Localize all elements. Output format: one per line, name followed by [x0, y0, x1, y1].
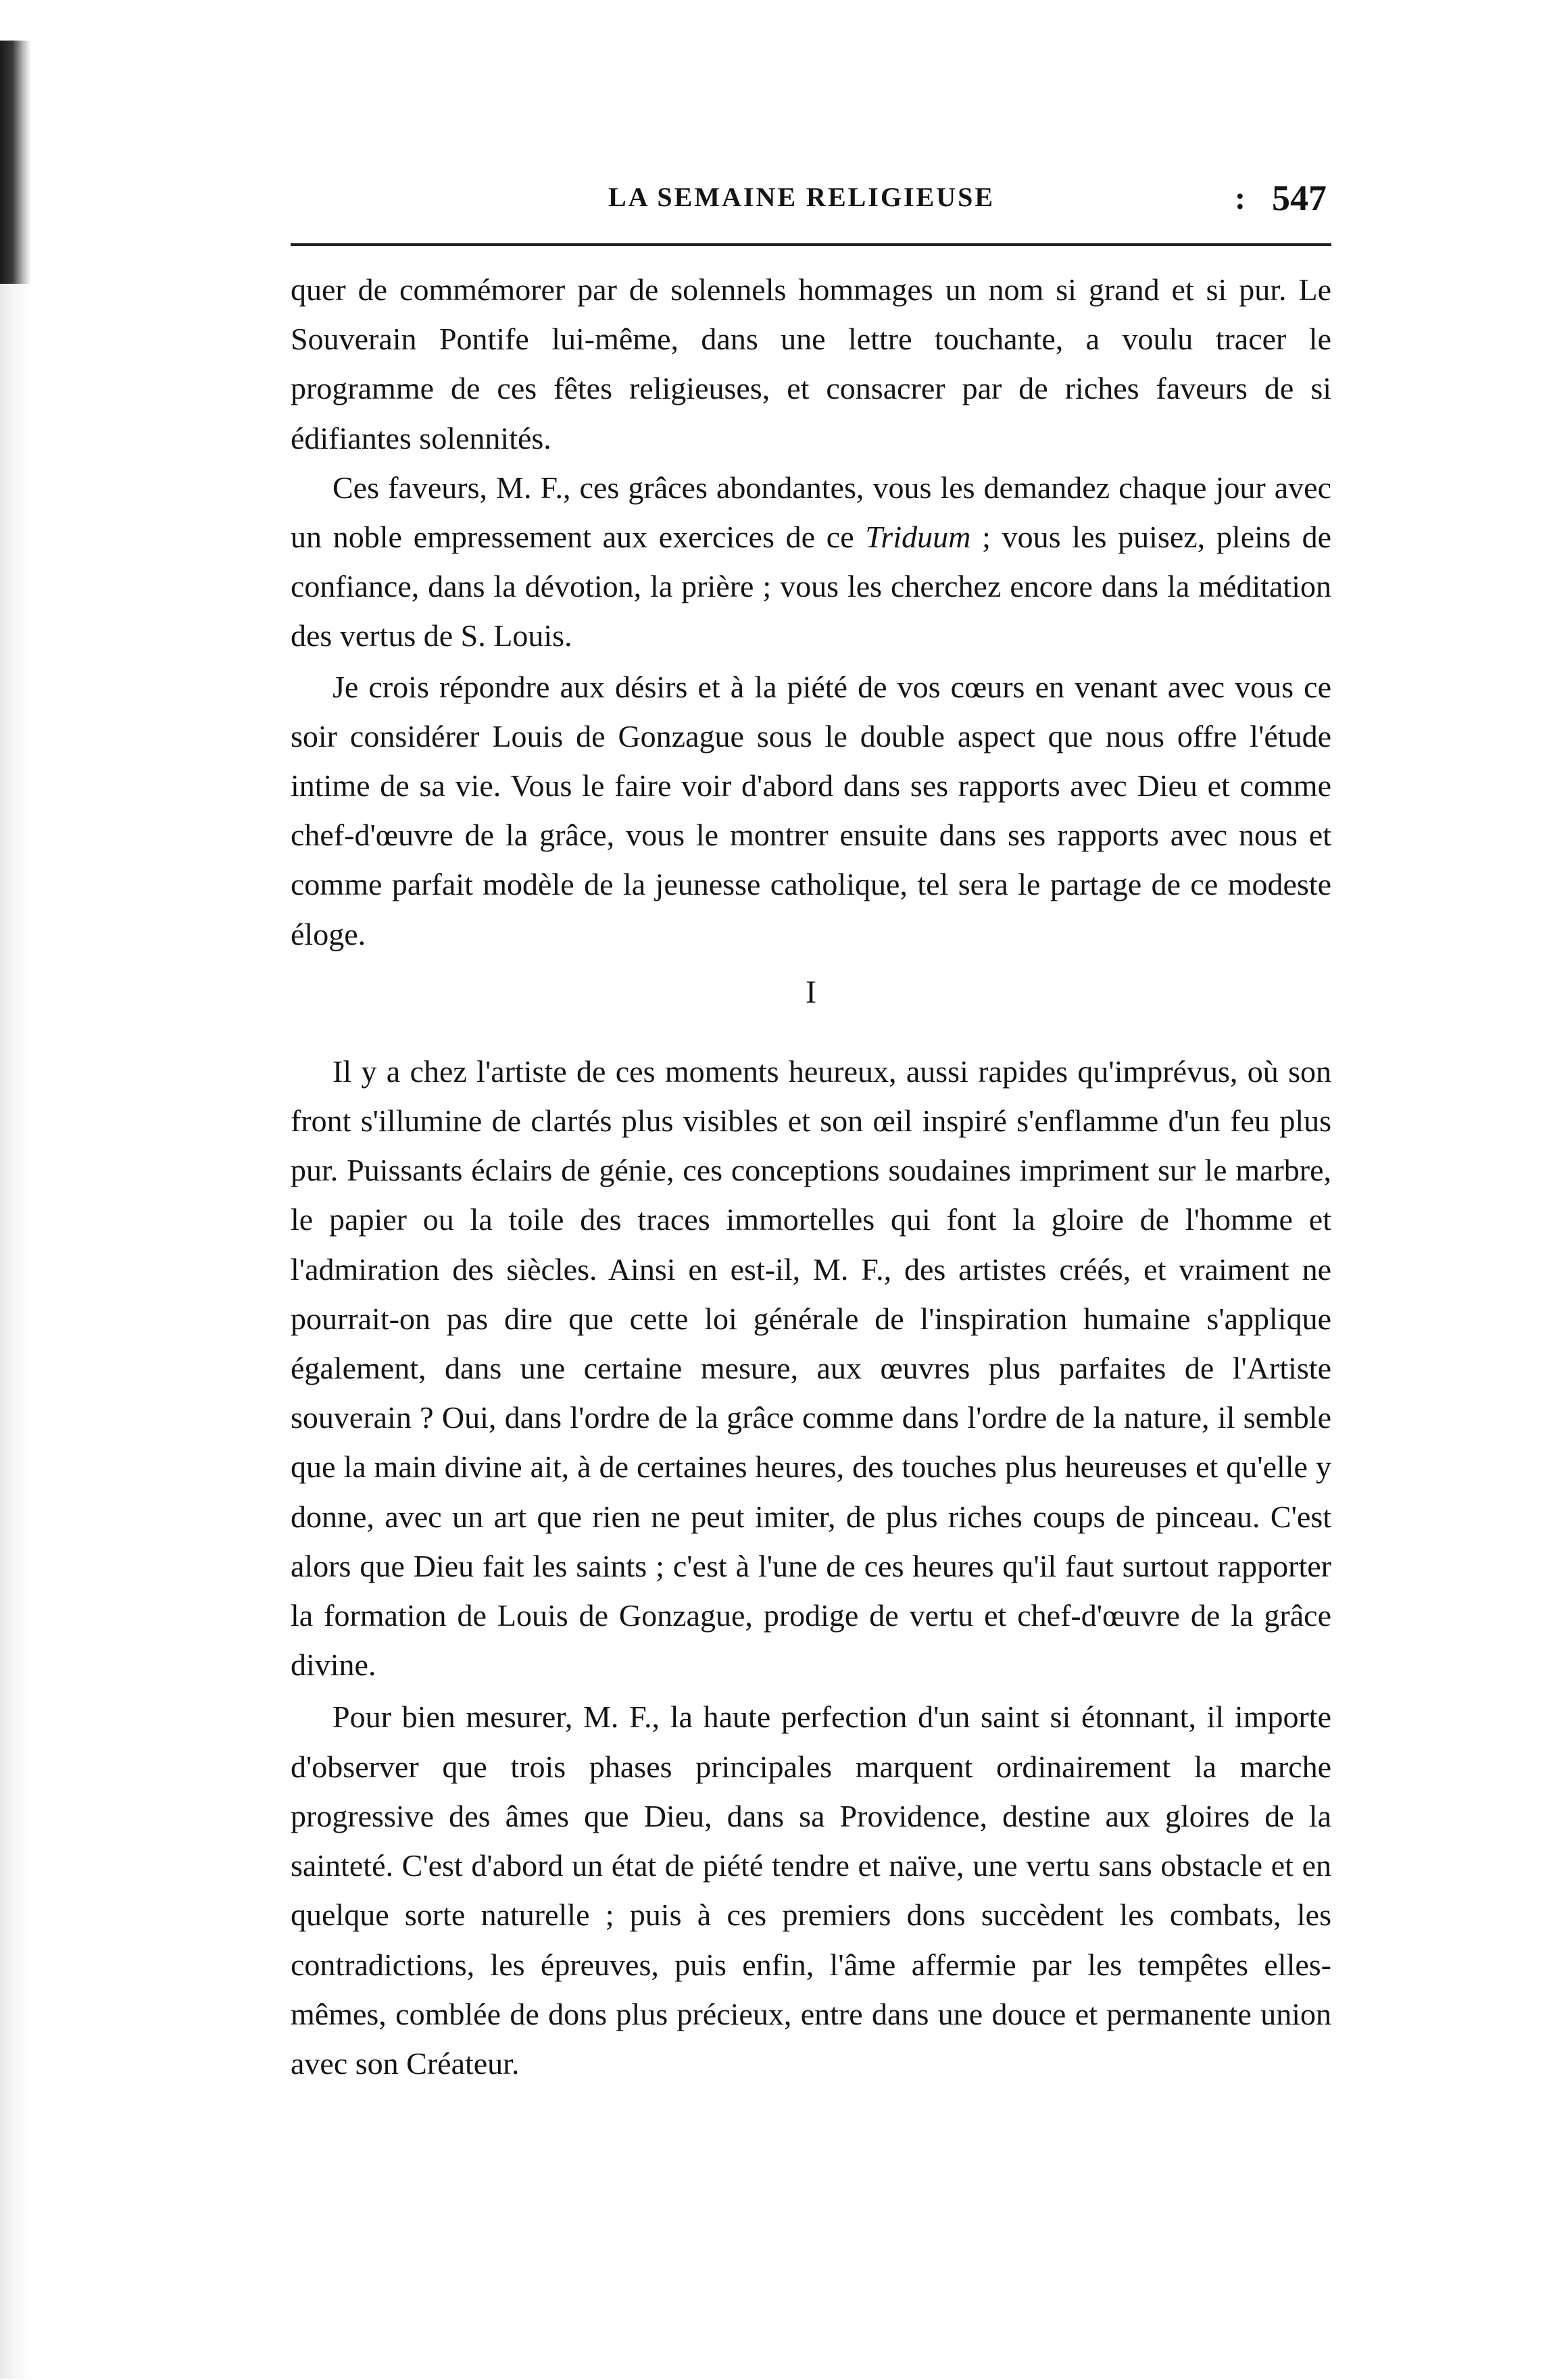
paragraph-2 — [291, 463, 1331, 661]
paragraph-3: Je crois répondre aux désirs et à la piété de vos cœurs en venant avec vous ce soir considérer Louis de Gonzague sous le double aspect que nous offre l'étude intime de sa vie. Vous le faire voir d'abord dans ses rapports avec Dieu et comme chef-d'œuvre de la grâce, vous le montrer ensuite dans ses rapports avec nous et comme parfait modèle de la jeunesse catholique, tel sera le partage de ce modeste éloge. — [291, 669, 1331, 951]
body-text — [291, 265, 1331, 2088]
paragraph-2-part-2: ; vous les puisez, pleins de confiance, dans la dévotion, la prière ; vous les cherchez encore dans la méditation des vertus de S. Louis. — [291, 520, 1331, 653]
running-title: LA SEMAINE RELIGIEUSE — [608, 182, 995, 212]
section-heading: I — [806, 974, 816, 1010]
header-rule — [291, 243, 1331, 246]
header-separator: : — [1235, 180, 1246, 216]
scan-margin-shadow — [0, 284, 31, 2379]
paragraph-4: Il y a chez l'artiste de ces moments heureux, aussi rapides qu'imprévus, où son front s'illumine de clartés plus visibles et son œil inspiré s'enflamme d'un feu plus pur. Puissants éclairs de génie, ces conceptions soudaines impriment sur le marbre, le papier ou la toile des traces immortelles qui font la gloire de l'homme et l'admiration des siècles. Ainsi en est-il, M. F., des artistes créés, et vraiment ne pourrait-on pas dire que cette loi générale de l'inspiration humaine s'applique également, dans une certaine mesure, aux œuvres plus parfaites de l'Artiste souverain ? Oui, dans l'ordre de la grâce comme dans l'ordre de la nature, il semble que la main divine ait, à de certaines heures, des touches plus heureuses et qu'elle y donne, avec un art que rien ne peut imiter, de plus riches coups de pinceau. C'est alors que Dieu fait les saints ; c'est à l'une de ces heures qu'il faut surtout rapporter la formation de Louis de Gonzague, prodige de vertu et chef-d'œuvre de la grâce divine. — [291, 1053, 1331, 1683]
paragraph-5: Pour bien mesurer, M. F., la haute perfection d'un saint si étonnant, il importe d'observer que trois phases principales marquent ordinairement la marche progressive des âmes que Dieu, dans sa Providence, destine aux gloires de la sainteté. C'est d'abord un état de piété tendre et naïve, une vertu sans obstacle et en quelque sorte naturelle ; puis à ces premiers dons succèdent les combats, les contradictions, les épreuves, puis enfin, l'âme affermie par les tempêtes elles-mêmes, comblée de dons plus précieux, entre dans une douce et permanente union avec son Créateur. — [291, 1700, 1331, 2081]
paragraph-2-part-1: Ces faveurs, M. F., ces grâces abondantes, vous les demandez chaque jour avec un noble empressement aux exercices de ce — [291, 470, 1331, 555]
scan-binding-edge — [0, 41, 31, 284]
page-number: 547 — [1272, 178, 1327, 218]
page-header — [291, 177, 1331, 231]
triduum-italic: Triduum — [865, 520, 971, 555]
paragraph-1: quer de commémorer par de solennels hommages un nom si grand et si pur. Le Souverain Pontife lui-même, dans une lettre touchante, a voulu tracer le programme de ces fêtes religieuses, et consacrer par de riches faveurs de si édifiantes solennités. — [291, 272, 1331, 455]
